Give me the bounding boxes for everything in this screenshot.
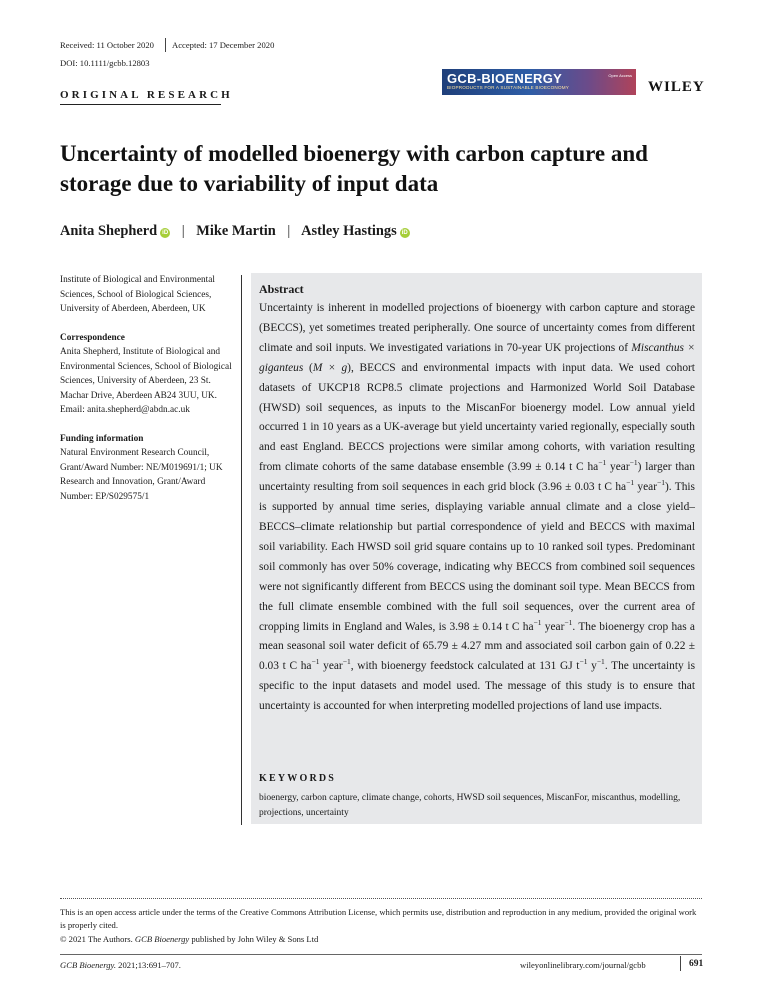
accepted-date: Accepted: 17 December 2020: [172, 40, 275, 50]
article-info-column: [60, 273, 235, 518]
keywords-list: bioenergy, carbon capture, climate change, cohorts, HWSD soil sequences, MiscanFor, miscanthus, modelling, projections, uncertainty: [259, 793, 681, 818]
citation: GCB Bioenergy. 2021;13:691–707.: [60, 960, 181, 970]
species-name: Miscanthus × giganteus: [259, 341, 695, 374]
publisher-logo[interactable]: WILEY: [648, 79, 705, 95]
article-title: Uncertainty of modelled bioenergy with carbon capture and storage due to variability of input data: [60, 141, 648, 196]
author-name[interactable]: Astley Hastings: [301, 223, 397, 239]
copyright-note: © 2021 The Authors. GCB Bioenergy published by John Wiley & Sons Ltd: [60, 934, 319, 944]
journal-logo-banner[interactable]: [442, 69, 636, 95]
orcid-icon[interactable]: iD: [162, 230, 169, 236]
author-separator: |: [181, 223, 185, 239]
section-underline: [60, 104, 221, 105]
correspondence-text: Anita Shepherd, Institute of Biological and Environmental Sciences, School of Biological Sciences, University of Aberdeen, 23 St. Machar Drive, Aberdeen AB24 3UU, UK.: [60, 347, 232, 401]
correspondence-heading: Correspondence: [60, 332, 125, 343]
journal-logo-tagline: BIOPRODUCTS FOR A SUSTAINABLE BIOECONOMY: [447, 85, 570, 90]
author-name[interactable]: Mike Martin: [196, 223, 276, 239]
author-separator: |: [287, 223, 291, 239]
abstract-heading: Abstract: [259, 282, 304, 296]
section-label: ORIGINAL RESEARCH: [60, 89, 233, 101]
footer-divider: [680, 956, 681, 971]
author-name[interactable]: Anita Shepherd: [60, 223, 158, 239]
orcid-icon[interactable]: iD: [401, 230, 408, 236]
species-abbreviation: M × g: [312, 361, 348, 374]
funding-heading: Funding information: [60, 433, 144, 444]
footnote-divider: [60, 898, 702, 899]
doi[interactable]: DOI: 10.1111/gcbb.12803: [60, 58, 150, 68]
column-divider: [241, 275, 242, 825]
funding-block: [60, 432, 235, 505]
author-list: [60, 223, 410, 240]
correspondence-block: [60, 331, 235, 418]
received-date: Received: 11 October 2020: [60, 40, 154, 50]
funding-text: Natural Environment Research Council, Grant/Award Number: NE/M019691/1; UK Research and Innovation, Grant/Award Number: EP/S029575/1: [60, 448, 223, 502]
page-number: 691: [689, 959, 704, 969]
open-access-tag: Open Access: [608, 73, 632, 78]
header-divider: [165, 38, 166, 52]
correspondence-email[interactable]: Email: anita.shepherd@abdn.ac.uk: [60, 405, 190, 415]
abstract-text: Uncertainty is inherent in modelled projections of bioenergy with carbon capture and storage (BECCS), yet sometimes treated peripherally. One source of uncertainty comes from different climate and soil inputs. We investigated variations in 70-year UK projections of Miscanthus × giganteus (M × g), BECCS and environmental impacts with input data. We used cohort datasets of UKCP18 RCP8.5 climate projections and Harmonized World Soil Database (HWSD) soil sequences, as inputs to the MiscanFor bioenergy model. Low annual yield occurred 1 in 10 years as a UK-average but yield uncertainty varied regionally, especially south and east England. BECCS projections were similar among cohorts, with variation resulting from climate cohorts of the same database ensemble (3.99 ± 0.14 t C $ha^{-1}$ year$^{-1}$) larger than uncertainty resulting from soil sequences in each grid block (3.96 ± 0.03 t C $ha^{-1}$ year$^{-1}$). This is supported by annual time series, displaying variable annual climate and a close yield–BECCS–climate relationship but partial correspondence of yield and BECCS with maximal soil variability. Each HWSD soil grid square contains up to 10 ranked soil types. Predominant soil commonly has over 50% coverage, indicating why BECCS from combined soil sequences were not significantly different from BECCS using the dominant soil type. Mean BECCS from the full climate ensemble combined with the full soil sequences, over the current area of cropping limits in England and Wales, is 3.98 ± 0.14 t C $ha^{-1}$ year$^{-1}$. The bioenergy crop has a mean seasonal soil water deficit of 65.79 ± 4.27 mm and associated soil carbon gain of 0.22 ± 0.03 t C $ha^{-1}$ year$^{-1}$, with bioenergy feedstock calculated at 131 GJ $t^{-1}$ $y^{-1}$. The uncertainty is specific to the input datasets and model used. The message of this study is to ensure that uncertainty is accounted for when interpreting modelled projections of land use impacts.: [259, 302, 696, 713]
journal-logo-title: GCB-BIOENERGY: [447, 71, 563, 86]
keywords-heading: KEYWORDS: [259, 773, 337, 784]
journal-url[interactable]: wileyonlinelibrary.com/journal/gcbb: [520, 960, 646, 970]
affiliation: Institute of Biological and Environmental Sciences, School of Biological Sciences, University of Aberdeen, Aberdeen, UK: [60, 275, 215, 314]
license-note: This is an open access article under the terms of the Creative Commons Attribution License, which permits use, distribution and reproduction in any medium, provided the original work is properly cited.: [60, 907, 697, 930]
footer-rule: [60, 954, 702, 955]
